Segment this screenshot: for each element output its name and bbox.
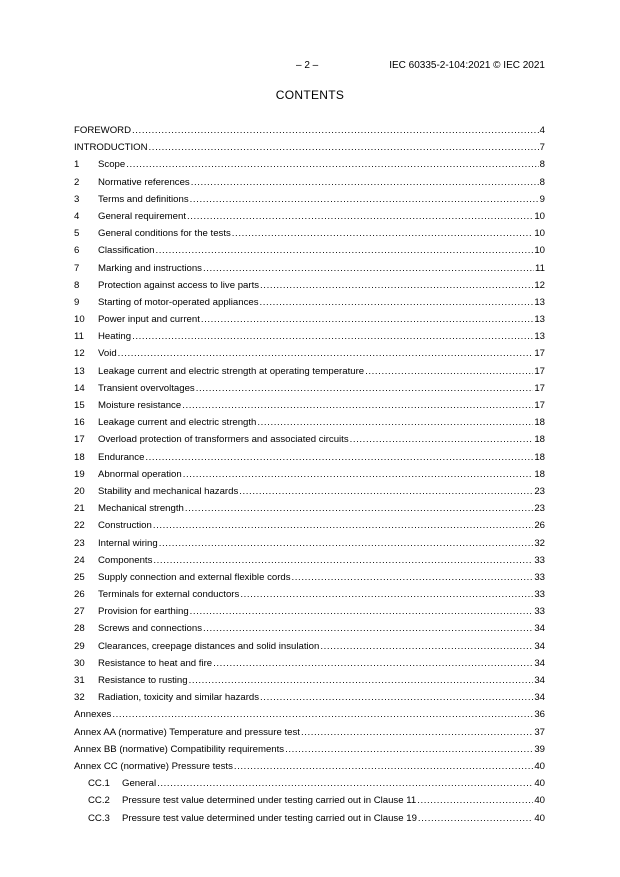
toc-entry-page: 40 [534, 778, 545, 790]
toc-entry-number: 18 [74, 451, 85, 463]
toc-entry-page: 8 [539, 176, 545, 188]
dot-leader [234, 758, 533, 775]
toc-entry[interactable] [74, 328, 545, 345]
toc-entry-label: Moisture resistance [98, 400, 182, 411]
dot-leader [203, 620, 533, 637]
dot-leader [417, 792, 533, 809]
toc-entry-page: 34 [534, 675, 545, 686]
toc-entry-label: Components [98, 554, 153, 566]
toc-entry-page: 4 [539, 125, 545, 136]
toc-entry-label: INTRODUCTION [74, 142, 148, 154]
toc-entry-label: Screws and connections [98, 623, 202, 635]
toc-entry[interactable] [74, 689, 545, 706]
toc-entry-page: 17 [534, 365, 545, 377]
toc-entry-number: 11 [74, 331, 84, 343]
dot-leader [149, 139, 539, 156]
toc-entry-page: 9 [539, 193, 545, 205]
toc-entry-number: 15 [74, 400, 85, 411]
toc-entry-page: 18 [534, 468, 545, 480]
toc-entry-label: Resistance to rusting [98, 675, 188, 686]
toc-entry[interactable] [74, 174, 545, 191]
dot-leader [187, 208, 533, 225]
standard-reference: IEC 60335-2-104:2021 © IEC 2021 [389, 60, 545, 71]
toc-entry-page: 13 [534, 296, 545, 308]
toc-entry-label: Internal wiring [98, 537, 158, 549]
toc-entry-label: Resistance to heat and fire [98, 657, 213, 669]
toc-entry-label: Pressure test value determined under testing carried out in Clause 11 [122, 795, 417, 807]
toc-entry-page: 40 [534, 812, 545, 824]
dot-leader [183, 466, 534, 483]
dot-leader [418, 810, 533, 827]
dot-leader [190, 603, 534, 620]
toc-entry-page: 10 [534, 210, 545, 222]
dot-leader [153, 552, 533, 569]
toc-entry-page: 37 [534, 726, 545, 738]
toc-entry-label: Annexes [74, 709, 112, 721]
toc-entry[interactable] [74, 397, 545, 414]
toc-entry[interactable] [74, 775, 545, 792]
toc-entry-number: 27 [74, 606, 85, 618]
toc-entry[interactable] [74, 483, 545, 500]
toc-entry[interactable] [74, 586, 545, 603]
dot-leader [203, 260, 534, 277]
dot-leader [145, 449, 533, 466]
dot-leader [320, 638, 533, 655]
toc-entry[interactable] [74, 810, 545, 827]
toc-entry-page: 17 [534, 348, 545, 360]
toc-entry-page: 33 [534, 589, 545, 601]
toc-entry-label: Provision for earthing [98, 606, 189, 618]
toc-entry-number: 13 [74, 365, 85, 377]
toc-entry-label: General [122, 778, 157, 790]
dot-leader [239, 483, 533, 500]
dot-leader [132, 328, 533, 345]
toc-entry-number: 17 [74, 434, 85, 446]
toc-entry[interactable] [74, 535, 545, 552]
dot-leader [118, 345, 534, 362]
toc-entry-number: 16 [74, 417, 85, 429]
toc-entry[interactable] [74, 517, 545, 534]
toc-entry-page: 39 [534, 743, 545, 755]
toc-entry-label: Leakage current and electric strength at operating temperature [98, 365, 365, 377]
toc-entry-number: 32 [74, 692, 85, 704]
toc-entry[interactable] [74, 620, 545, 637]
toc-entry-page: 34 [534, 657, 545, 669]
toc-entry[interactable] [74, 638, 545, 655]
toc-entry-number: 21 [74, 503, 85, 515]
toc-entry-label: Heating [98, 331, 132, 343]
toc-entry[interactable] [74, 466, 545, 483]
toc-entry[interactable] [74, 672, 545, 689]
toc-entry[interactable] [74, 122, 545, 139]
toc-entry-label: Supply connection and external flexible cords [98, 571, 291, 583]
dot-leader [185, 500, 533, 517]
toc-entry-label: Classification [98, 245, 155, 257]
dot-leader [112, 706, 533, 723]
toc-entry-page: 40 [534, 760, 545, 772]
dot-leader [365, 363, 533, 380]
toc-entry-number: 14 [74, 382, 85, 394]
toc-entry-page: 26 [534, 520, 545, 532]
toc-entry[interactable] [74, 139, 545, 156]
toc-entry-number: 7 [74, 262, 80, 274]
dot-leader [213, 655, 533, 672]
toc-entry-page: 18 [534, 434, 545, 446]
toc-entry-label: Terminals for external conductors [98, 589, 240, 601]
dot-leader [285, 741, 533, 758]
dot-leader [257, 414, 533, 431]
toc-entry-label: Construction [98, 520, 152, 532]
dot-leader [201, 311, 533, 328]
toc-entry-number: CC.1 [88, 778, 110, 790]
toc-entry-label: Scope [98, 159, 126, 171]
toc-entry-page: 23 [534, 485, 545, 497]
toc-entry-number: 29 [74, 640, 85, 652]
toc-entry-label: Overload protection of transformers and associated circuits [98, 434, 349, 446]
dot-leader [156, 242, 534, 259]
toc-entry[interactable] [74, 758, 545, 775]
toc-entry-label: FOREWORD [74, 125, 132, 136]
toc-entry-page: 40 [534, 795, 545, 807]
toc-entry[interactable] [74, 431, 545, 448]
toc-entry-label: Clearances, creepage distances and solid insulation [98, 640, 320, 652]
dot-leader [191, 174, 539, 191]
toc-entry-label: Marking and instructions [98, 262, 202, 274]
toc-entry-label: Normative references [98, 176, 190, 188]
page-header [0, 60, 620, 74]
toc-entry-number: 31 [74, 675, 85, 686]
toc-entry[interactable] [74, 311, 545, 328]
toc-entry-label: General conditions for the tests [98, 228, 231, 240]
toc-entry-page: 7 [539, 142, 545, 154]
toc-entry-page: 10 [534, 245, 545, 257]
dot-leader [132, 122, 539, 139]
toc-entry[interactable] [74, 225, 545, 242]
dot-leader [260, 689, 533, 706]
toc-entry-number: CC.2 [88, 795, 110, 807]
toc-entry[interactable] [74, 277, 545, 294]
toc-entry-page: 11 [535, 262, 545, 274]
toc-entry[interactable] [74, 569, 545, 586]
dot-leader [292, 569, 534, 586]
toc-entry-number: 2 [74, 176, 80, 188]
toc-entry-number: 8 [74, 279, 80, 291]
toc-entry-label: Power input and current [98, 314, 200, 326]
toc-entry[interactable] [74, 724, 545, 741]
toc-entry-number: 19 [74, 468, 85, 480]
toc-entry-page: 8 [539, 159, 545, 171]
toc-entry-page: 32 [534, 537, 545, 549]
toc-entry-page: 33 [534, 554, 545, 566]
dot-leader [196, 380, 534, 397]
toc-entry-page: 33 [534, 606, 545, 618]
toc-entry[interactable] [74, 380, 545, 397]
toc-entry-label: General requirement [98, 210, 186, 222]
toc-entry-label: Annex AA (normative) Temperature and pressure test [74, 726, 300, 738]
toc-entry-page: 18 [534, 451, 545, 463]
toc-entry-page: 10 [534, 228, 545, 240]
toc-entry[interactable] [74, 363, 545, 380]
toc-entry[interactable] [74, 414, 545, 431]
toc-entry-number: 28 [74, 623, 85, 635]
dot-leader [189, 672, 534, 689]
toc-entry-number: 4 [74, 210, 80, 222]
toc-entry-page: 23 [534, 503, 545, 515]
toc-entry[interactable] [74, 345, 545, 362]
page-number: – 2 – [296, 60, 319, 71]
toc-entry-number: 24 [74, 554, 85, 566]
toc-entry-number: 12 [74, 348, 85, 360]
toc-entry-label: Annex CC (normative) Pressure tests [74, 760, 233, 772]
toc-entry[interactable] [74, 741, 545, 758]
dot-leader [190, 191, 539, 208]
toc-entry-page: 13 [534, 331, 545, 343]
dot-leader [232, 225, 534, 242]
toc-entry-number: CC.3 [88, 812, 110, 824]
toc-entry-page: 17 [534, 400, 545, 411]
toc-entry-number: 9 [74, 296, 80, 308]
toc-entry[interactable] [74, 603, 545, 620]
toc-entry-page: 34 [534, 640, 545, 652]
toc-entry-number: 1 [74, 159, 80, 171]
toc-entry-label: Abnormal operation [98, 468, 182, 480]
toc-entry-number: 10 [74, 314, 85, 326]
toc-entry[interactable] [74, 208, 545, 225]
toc-entry-label: Protection against access to live parts [98, 279, 260, 291]
toc-entry-page: 17 [534, 382, 545, 394]
contents-title: CONTENTS [275, 88, 345, 102]
toc-entry-label: Radiation, toxicity and similar hazards [98, 692, 260, 704]
toc-entry[interactable] [74, 655, 545, 672]
toc-entry[interactable] [74, 191, 545, 208]
dot-leader [153, 517, 533, 534]
toc-entry[interactable] [74, 706, 545, 723]
table-of-contents [74, 122, 545, 827]
toc-entry-page: 34 [534, 692, 545, 704]
toc-entry[interactable] [74, 500, 545, 517]
toc-entry-page: 13 [534, 314, 545, 326]
toc-entry-number: 22 [74, 520, 85, 532]
dot-leader [182, 397, 533, 414]
toc-entry-number: 6 [74, 245, 80, 257]
toc-entry-number: 30 [74, 657, 85, 669]
toc-entry-page: 33 [534, 571, 545, 583]
toc-entry-label: Annex BB (normative) Compatibility requirements [74, 743, 285, 755]
dot-leader [260, 277, 533, 294]
toc-entry-number: 26 [74, 589, 85, 601]
toc-entry-label: Mechanical strength [98, 503, 184, 515]
toc-entry[interactable] [74, 449, 545, 466]
toc-entry[interactable] [74, 156, 545, 173]
toc-entry[interactable] [74, 552, 545, 569]
toc-entry-label: Transient overvoltages [98, 382, 195, 394]
toc-entry[interactable] [74, 242, 545, 259]
toc-entry-number: 20 [74, 485, 85, 497]
dot-leader [126, 156, 538, 173]
toc-entry-page: 34 [534, 623, 545, 635]
toc-entry[interactable] [74, 792, 545, 809]
toc-entry[interactable] [74, 260, 545, 277]
dot-leader [240, 586, 533, 603]
toc-entry[interactable] [74, 294, 545, 311]
toc-entry-label: Void [98, 348, 117, 360]
toc-entry-page: 18 [534, 417, 545, 429]
toc-entry-label: Leakage current and electric strength [98, 417, 257, 429]
toc-entry-number: 25 [74, 571, 85, 583]
dot-leader [350, 431, 534, 448]
dot-leader [260, 294, 534, 311]
toc-entry-label: Starting of motor-operated appliances [98, 296, 259, 308]
toc-entry-page: 12 [534, 279, 545, 291]
dot-leader [159, 535, 534, 552]
toc-entry-number: 5 [74, 228, 80, 240]
dot-leader [301, 724, 533, 741]
toc-entry-label: Stability and mechanical hazards [98, 485, 239, 497]
toc-entry-page: 36 [534, 709, 545, 721]
toc-entry-label: Pressure test value determined under testing carried out in Clause 19 [122, 812, 417, 824]
toc-entry-number: 23 [74, 537, 85, 549]
toc-entry-label: Endurance [98, 451, 145, 463]
toc-entry-number: 3 [74, 193, 80, 205]
dot-leader [157, 775, 533, 792]
toc-entry-label: Terms and definitions [98, 193, 189, 205]
